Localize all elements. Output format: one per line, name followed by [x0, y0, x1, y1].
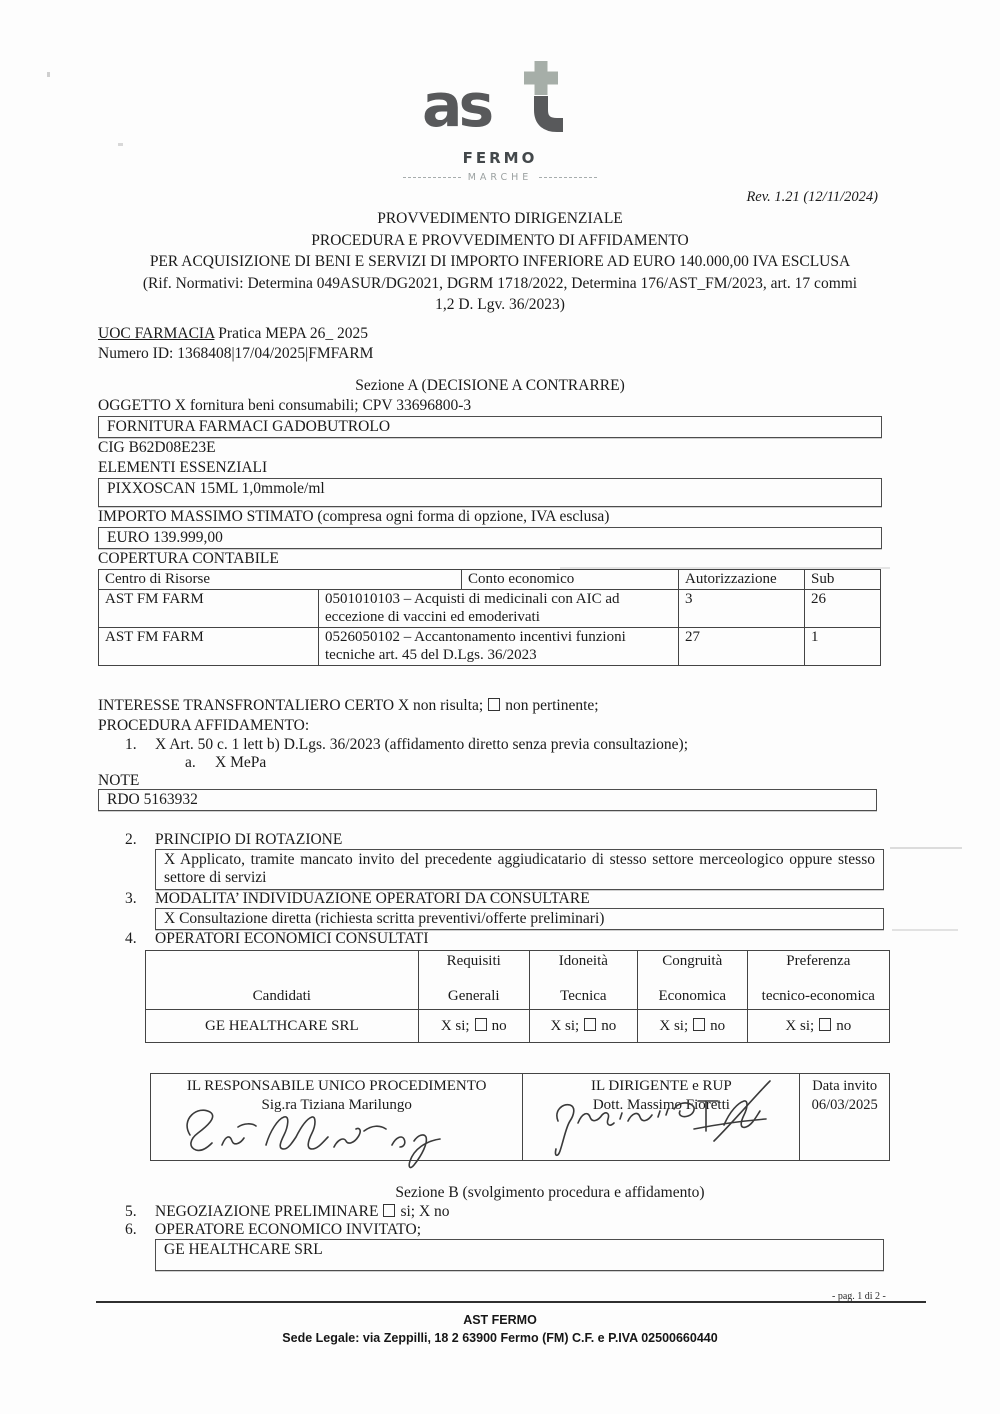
logo-dash-left [403, 177, 461, 178]
header-requisiti-generali [418, 951, 529, 1010]
cell-si-no [418, 1010, 529, 1043]
no-text: no [601, 1017, 617, 1034]
header-autorizzazione: Autorizzazione [679, 569, 805, 590]
item-title: MODALITA’ INDIVIDUAZIONE OPERATORI DA CONSULTARE [155, 890, 590, 907]
no-text: no [491, 1017, 507, 1034]
dirigente-cell [523, 1074, 800, 1161]
cell-si-no [637, 1010, 747, 1043]
svg-text:as: as [422, 71, 491, 141]
item-title: OPERATORE ECONOMICO INVITATO; [155, 1221, 421, 1238]
cell-conto: 0501010103 – Acquisti di medicinali con AIC ad eccezione di vaccini ed emoderivati [319, 590, 679, 628]
table-row [99, 628, 881, 666]
dirigente-title: IL DIRIGENTE e RUP [591, 1078, 732, 1094]
cell-sub: 26 [805, 590, 881, 628]
list-item-6 [98, 1221, 882, 1239]
header-centro-di-risorse: Centro di Risorse [99, 569, 462, 590]
scan-speck [118, 143, 123, 146]
item-title: OPERATORI ECONOMICI CONSULTATI [155, 930, 429, 947]
list-item-1a [98, 754, 882, 772]
document-body [98, 324, 882, 1272]
interesse-text: INTERESSE TRANSFRONTALIERO CERTO X non risulta; [98, 697, 484, 714]
title-line-2: PROCEDURA E PROVVEDIMENTO DI AFFIDAMENTO [311, 231, 689, 249]
list-item-4 [98, 930, 882, 948]
footer-address: Sede Legale: via Zeppilli, 18 2 63900 Fermo (FM) C.F. e P.IVA 02500660440 [282, 1331, 718, 1345]
uoc-pratica: Pratica MEPA 26_ 2025 [218, 324, 368, 342]
table-row [151, 1074, 890, 1161]
header-line: Idoneità [558, 953, 608, 969]
cell-autorizzazione: 27 [679, 628, 805, 666]
dirigente-name: Dott. Massimo Fioretti [592, 1097, 730, 1113]
no-text: no [836, 1017, 852, 1034]
cell-si-no [747, 1010, 889, 1043]
cell-centro: AST FM FARM [99, 628, 319, 666]
cell-centro: AST FM FARM [99, 590, 319, 628]
title-line-4: (Rif. Normativi: Determina 049ASUR/DG2021, DGRM 1718/2022, Determina 176/AST_FM/2023, art. 17 commi [142, 274, 858, 292]
si-text: X si; [785, 1017, 815, 1034]
negoziazione-text: NEGOZIAZIONE PRELIMINARE [155, 1203, 379, 1220]
scan-streak [560, 567, 890, 569]
page-number: - pag. 1 di 2 - [832, 1291, 886, 1302]
title-line-1: PROVVEDIMENTO DIRIGENZIALE [377, 210, 623, 227]
si-text: X si; [659, 1017, 689, 1034]
cell-sub: 1 [805, 628, 881, 666]
importo-box: EURO 139.999,00 [98, 527, 882, 549]
responsabile-title: IL RESPONSABILE UNICO PROCEDIMENTO [186, 1078, 487, 1094]
signature-block [150, 1073, 890, 1161]
list-item-3 [98, 890, 882, 908]
cell-si-no [529, 1010, 637, 1043]
data-invito-cell [800, 1074, 890, 1161]
item-number: 2. [125, 831, 137, 848]
item-number: 6. [125, 1221, 137, 1238]
header-conto-economico: Conto economico [462, 569, 679, 590]
sezione-b-heading: Sezione B (svolgimento procedura e affidamento) [395, 1184, 705, 1201]
elementi-box: PIXXOSCAN 15ML 1,0mmole/ml [98, 478, 882, 507]
si-text: X si; [550, 1017, 580, 1034]
operatori-economici-table [145, 950, 890, 1043]
logo-name: FERMO [462, 149, 538, 167]
negoziazione-text-2: si; X no [400, 1203, 450, 1220]
copertura-label: COPERTURA CONTABILE [98, 549, 279, 567]
footer-rule [96, 1301, 926, 1303]
item-number: 5. [125, 1203, 137, 1220]
logo-region-label: MARCHE [467, 172, 533, 183]
empty-checkbox [693, 1018, 705, 1031]
interesse-line [98, 696, 882, 716]
header-candidati: Candidati [146, 951, 419, 1010]
oggetto-box: FORNITURA FARMACI GADOBUTROLO [98, 416, 882, 438]
responsabile-name: Sig.ra Tiziana Marilungo [261, 1097, 412, 1113]
cell-candidato: GE HEALTHCARE SRL [146, 1010, 419, 1043]
data-invito-label: Data invito [812, 1078, 878, 1094]
uoc-label: UOC FARMACIA [98, 324, 215, 342]
si-text: X si; [440, 1017, 470, 1034]
item-number: 3. [125, 890, 137, 907]
consultazione-box: X Consultazione diretta (richiesta scritta preventivi/offerte preliminari) [155, 908, 884, 930]
ast-fermo-logo [0, 0, 1000, 183]
importo-label: IMPORTO MASSIMO STIMATO (compresa ogni forma di opzione, IVA esclusa) [98, 507, 610, 525]
cell-conto: 0526050102 – Accantonamento incentivi funzioni tecniche art. 45 del D.Lgs. 36/2023 [319, 628, 679, 666]
item-number: a. [185, 754, 196, 771]
cig-line: CIG B62D08E23E [98, 438, 216, 456]
sezione-a-heading: Sezione A (DECISIONE A CONTRARRE) [355, 376, 625, 394]
logo-region [0, 172, 1000, 183]
footer-organization: AST FERMO [463, 1313, 537, 1327]
item-text [155, 1203, 450, 1221]
logo-dash-right [539, 177, 597, 178]
header-idoneita-tecnica [529, 951, 637, 1010]
rotazione-box: X Applicato, tramite mancato invito del precedente aggiudicatario di stesso settore merceologico oppure stesso settore di servizi [155, 849, 884, 890]
table-row [146, 1010, 890, 1043]
ast-logo-mark [400, 60, 600, 142]
empty-checkbox [383, 1204, 395, 1217]
item-text: X Art. 50 c. 1 lett b) D.Lgs. 36/2023 (affidamento diretto senza previa consultazione); [155, 736, 689, 753]
operatore-invitato-box: GE HEALTHCARE SRL [155, 1239, 884, 1271]
list-item-5 [98, 1203, 882, 1221]
interesse-text-2: non pertinente; [505, 697, 599, 714]
signature-table [150, 1073, 890, 1161]
empty-checkbox [584, 1018, 596, 1031]
elementi-label: ELEMENTI ESSENZIALI [98, 458, 268, 476]
header-line: Requisiti [446, 953, 501, 969]
list-item-1 [98, 736, 882, 754]
note-label: NOTE [98, 772, 140, 789]
revision-note: Rev. 1.21 (12/11/2024) [746, 189, 878, 205]
cell-autorizzazione: 3 [679, 590, 805, 628]
procedura-label: PROCEDURA AFFIDAMENTO: [98, 717, 310, 734]
item-number: 4. [125, 930, 137, 947]
document-title [0, 208, 1000, 316]
table-row [99, 590, 881, 628]
header-line: tecnico-economica [761, 988, 875, 1004]
responsabile-cell [151, 1074, 523, 1161]
empty-checkbox [488, 698, 500, 711]
header-line: Congruità [662, 953, 723, 969]
oggetto-line: OGGETTO X fornitura beni consumabili; CPV 33696800-3 [98, 396, 472, 414]
header-preferenza [747, 951, 889, 1010]
header-line: Economica [658, 988, 726, 1004]
header-line: Preferenza [786, 953, 851, 969]
item-text: X MePa [215, 754, 267, 771]
table-header-row [99, 569, 881, 590]
header-congruita-economica [637, 951, 747, 1010]
item-title: PRINCIPIO DI ROTAZIONE [155, 831, 343, 848]
numero-id-line: Numero ID: 1368408|17/04/2025|FMFARM [98, 344, 374, 362]
header-line: Tecnica [560, 988, 607, 1004]
scan-speck [47, 72, 50, 77]
table-header-row [146, 951, 890, 1010]
header-sub: Sub [805, 569, 881, 590]
list-item-2 [98, 831, 882, 849]
empty-checkbox [475, 1018, 487, 1031]
uoc-line [98, 324, 882, 344]
item-number: 1. [125, 736, 137, 753]
scan-streak [890, 847, 962, 849]
no-text: no [710, 1017, 726, 1034]
scan-streak [892, 929, 958, 931]
title-line-5: 1,2 D. Lgv. 36/2023) [435, 296, 565, 313]
empty-checkbox [819, 1018, 831, 1031]
title-line-3: PER ACQUISIZIONE DI BENI E SERVIZI DI IMPORTO INFERIORE AD EURO 140.000,00 IVA ESCLUSA [149, 253, 851, 270]
header-line: Generali [447, 988, 500, 1004]
copertura-contabile-table [98, 569, 881, 667]
note-box: RDO 5163932 [98, 789, 877, 811]
data-invito-value: 06/03/2025 [811, 1097, 878, 1113]
